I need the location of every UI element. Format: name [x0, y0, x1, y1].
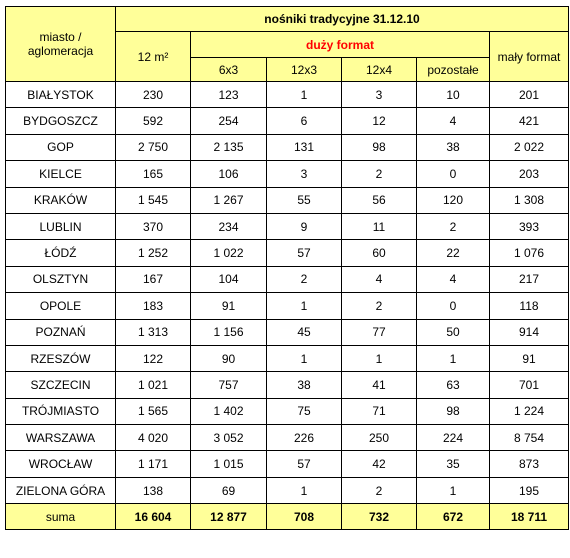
header-12x3: 12x3: [267, 58, 342, 82]
cell-12x4: 41: [342, 372, 417, 398]
city-cell: OLSZTYN: [6, 266, 116, 292]
totals-12x4: 732: [342, 504, 417, 530]
cell-12x3: 1: [267, 82, 342, 108]
table-row: [6, 213, 569, 239]
cell-6x3: 234: [191, 213, 267, 239]
cell-12x3: 57: [267, 240, 342, 266]
cell-other: 98: [417, 398, 490, 424]
cell-small: 2 022: [490, 134, 569, 160]
cell-12x3: 57: [267, 451, 342, 477]
cell-small: 873: [490, 451, 569, 477]
header-small-format: mały format: [490, 32, 569, 82]
cell-other: 4: [417, 108, 490, 134]
cell-12x3: 2: [267, 266, 342, 292]
cell-6x3: 3 052: [191, 425, 267, 451]
cell-other: 10: [417, 82, 490, 108]
cell-small: 1 308: [490, 187, 569, 213]
cell-12x3: 1: [267, 293, 342, 319]
cell-small: 91: [490, 345, 569, 371]
cell-12x3: 75: [267, 398, 342, 424]
cell-small: 203: [490, 161, 569, 187]
cell-other: 1: [417, 477, 490, 503]
table-row: [6, 134, 569, 160]
totals-other: 672: [417, 504, 490, 530]
cell-other: 120: [417, 187, 490, 213]
cell-12x4: 1: [342, 345, 417, 371]
header-12m2: 12 m²: [116, 32, 191, 82]
cell-12x3: 9: [267, 213, 342, 239]
cell-small: 217: [490, 266, 569, 292]
table-row: [6, 345, 569, 371]
cell-other: 38: [417, 134, 490, 160]
table-row: [6, 108, 569, 134]
cell-small: 1 224: [490, 398, 569, 424]
city-cell: LUBLIN: [6, 213, 116, 239]
cell-12x3: 38: [267, 372, 342, 398]
cell-other: 0: [417, 161, 490, 187]
cell-other: 50: [417, 319, 490, 345]
table-row: [6, 398, 569, 424]
city-cell: SZCZECIN: [6, 372, 116, 398]
table-row: [6, 477, 569, 503]
cell-6x3: 69: [191, 477, 267, 503]
cell-other: 63: [417, 372, 490, 398]
totals-12m2: 16 604: [116, 504, 191, 530]
cell-12x4: 56: [342, 187, 417, 213]
cell-12x4: 98: [342, 134, 417, 160]
table-row: [6, 425, 569, 451]
city-cell: WARSZAWA: [6, 425, 116, 451]
cell-small: 118: [490, 293, 569, 319]
table-row: [6, 82, 569, 108]
cell-other: 4: [417, 266, 490, 292]
city-cell: KIELCE: [6, 161, 116, 187]
cell-small: 393: [490, 213, 569, 239]
cell-12m2: 1 171: [116, 451, 191, 477]
cell-12x3: 1: [267, 477, 342, 503]
cell-12m2: 2 750: [116, 134, 191, 160]
city-cell: POZNAŃ: [6, 319, 116, 345]
cell-12m2: 138: [116, 477, 191, 503]
totals-12x3: 708: [267, 504, 342, 530]
city-cell: OPOLE: [6, 293, 116, 319]
cell-small: 201: [490, 82, 569, 108]
header-6x3: 6x3: [191, 58, 267, 82]
cell-6x3: 1 156: [191, 319, 267, 345]
city-cell: ŁÓDŹ: [6, 240, 116, 266]
cell-12x4: 11: [342, 213, 417, 239]
cell-small: 195: [490, 477, 569, 503]
media-table: [5, 6, 569, 530]
city-cell: ZIELONA GÓRA: [6, 477, 116, 503]
header-city: [6, 7, 116, 82]
cell-12m2: 122: [116, 345, 191, 371]
table-row: [6, 266, 569, 292]
city-cell: GOP: [6, 134, 116, 160]
cell-6x3: 1 015: [191, 451, 267, 477]
cell-6x3: 106: [191, 161, 267, 187]
table-row: [6, 240, 569, 266]
cell-12x3: 55: [267, 187, 342, 213]
cell-12x4: 2: [342, 293, 417, 319]
cell-6x3: 90: [191, 345, 267, 371]
cell-6x3: 2 135: [191, 134, 267, 160]
cell-6x3: 254: [191, 108, 267, 134]
city-cell: RZESZÓW: [6, 345, 116, 371]
cell-other: 22: [417, 240, 490, 266]
city-cell: KRAKÓW: [6, 187, 116, 213]
cell-12m2: 4 020: [116, 425, 191, 451]
cell-12x4: 2: [342, 477, 417, 503]
cell-6x3: 1 267: [191, 187, 267, 213]
cell-6x3: 104: [191, 266, 267, 292]
table-row: [6, 293, 569, 319]
cell-12m2: 1 565: [116, 398, 191, 424]
cell-12x4: 71: [342, 398, 417, 424]
table-row: [6, 319, 569, 345]
header-group-title: nośniki tradycyjne 31.12.10: [116, 7, 569, 32]
city-cell: TRÓJMIASTO: [6, 398, 116, 424]
cell-other: 1: [417, 345, 490, 371]
cell-12x3: 1: [267, 345, 342, 371]
cell-12x4: 3: [342, 82, 417, 108]
cell-12x3: 3: [267, 161, 342, 187]
cell-12m2: 183: [116, 293, 191, 319]
header-city-line1: miasto /: [39, 30, 82, 44]
totals-small: 18 711: [490, 504, 569, 530]
cell-small: 1 076: [490, 240, 569, 266]
cell-12m2: 592: [116, 108, 191, 134]
cell-small: 8 754: [490, 425, 569, 451]
cell-12m2: 167: [116, 266, 191, 292]
header-other: pozostałe: [417, 58, 490, 82]
cell-12x3: 131: [267, 134, 342, 160]
cell-other: 2: [417, 213, 490, 239]
cell-other: 224: [417, 425, 490, 451]
cell-12x4: 12: [342, 108, 417, 134]
cell-12x4: 77: [342, 319, 417, 345]
cell-6x3: 1 402: [191, 398, 267, 424]
table-row: [6, 451, 569, 477]
cell-12m2: 370: [116, 213, 191, 239]
cell-12m2: 1 313: [116, 319, 191, 345]
table-row: [6, 372, 569, 398]
cell-12m2: 230: [116, 82, 191, 108]
cell-other: 0: [417, 293, 490, 319]
header-12x4: 12x4: [342, 58, 417, 82]
cell-12m2: 1 021: [116, 372, 191, 398]
totals-label: suma: [6, 504, 116, 530]
cell-12m2: 1 545: [116, 187, 191, 213]
cell-12x4: 2: [342, 161, 417, 187]
cell-other: 35: [417, 451, 490, 477]
table-row: [6, 161, 569, 187]
cell-12x3: 6: [267, 108, 342, 134]
city-cell: WROCŁAW: [6, 451, 116, 477]
totals-6x3: 12 877: [191, 504, 267, 530]
header-big-format: duży format: [191, 32, 490, 58]
cell-small: 914: [490, 319, 569, 345]
cell-12m2: 165: [116, 161, 191, 187]
table-row: [6, 187, 569, 213]
city-cell: BIAŁYSTOK: [6, 82, 116, 108]
cell-small: 421: [490, 108, 569, 134]
cell-12x4: 250: [342, 425, 417, 451]
cell-6x3: 91: [191, 293, 267, 319]
cell-6x3: 123: [191, 82, 267, 108]
cell-12x4: 42: [342, 451, 417, 477]
cell-12x3: 226: [267, 425, 342, 451]
cell-12x4: 4: [342, 266, 417, 292]
city-cell: BYDGOSZCZ: [6, 108, 116, 134]
cell-12m2: 1 252: [116, 240, 191, 266]
cell-6x3: 1 022: [191, 240, 267, 266]
cell-6x3: 757: [191, 372, 267, 398]
cell-12x3: 45: [267, 319, 342, 345]
cell-small: 701: [490, 372, 569, 398]
cell-12x4: 60: [342, 240, 417, 266]
header-city-line2: aglomeracja: [27, 44, 94, 58]
